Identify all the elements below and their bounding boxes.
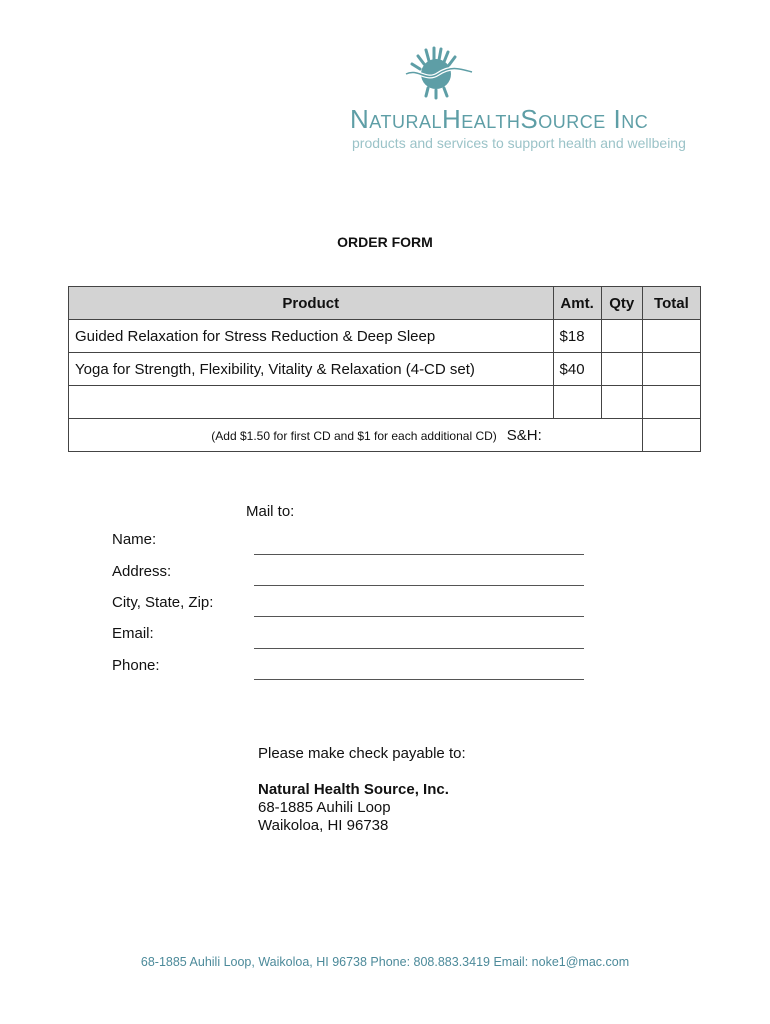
shipping-note: (Add $1.50 for first CD and $1 for each additional CD)	[211, 428, 497, 443]
table-row	[69, 386, 701, 419]
qty-cell[interactable]	[601, 320, 642, 353]
phone-field[interactable]	[254, 679, 584, 680]
total-cell[interactable]	[642, 353, 700, 386]
product-cell: Yoga for Strength, Flexibility, Vitality & Relaxation (4-CD set)	[69, 353, 554, 386]
address-label: Address:	[112, 563, 172, 580]
shipping-label: S&H:	[506, 426, 542, 444]
brand-tagline: products and services to support health and wellbeing	[352, 135, 686, 151]
phone-label: Phone:	[112, 657, 160, 674]
total-cell[interactable]	[642, 386, 700, 419]
product-cell[interactable]	[69, 386, 554, 419]
sun-wave-logo-icon	[404, 44, 474, 100]
order-table	[68, 286, 701, 452]
amt-cell: $40	[553, 353, 601, 386]
qty-cell[interactable]	[601, 386, 642, 419]
total-cell[interactable]	[642, 320, 700, 353]
payee-street: 68-1885 Auhili Loop	[258, 799, 391, 816]
amt-cell[interactable]	[553, 386, 601, 419]
table-row	[69, 353, 701, 386]
page-title: ORDER FORM	[337, 234, 433, 250]
city-state-zip-field[interactable]	[254, 616, 584, 617]
brand-name: NaturalHealthSource Inc	[350, 104, 649, 134]
mail-to-heading: Mail to:	[246, 503, 295, 520]
city-state-zip-label: City, State, Zip:	[112, 594, 214, 611]
email-field[interactable]	[254, 648, 584, 649]
header-qty: Qty	[601, 287, 642, 320]
payee-company: Natural Health Source, Inc.	[258, 781, 449, 798]
address-field[interactable]	[254, 585, 584, 586]
name-field[interactable]	[254, 554, 584, 555]
payment-block	[258, 745, 466, 835]
header-total: Total	[642, 287, 700, 320]
header-product: Product	[69, 287, 554, 320]
shipping-total-cell[interactable]	[642, 419, 700, 452]
email-label: Email:	[112, 625, 154, 642]
header-amt: Amt.	[553, 287, 601, 320]
product-cell: Guided Relaxation for Stress Reduction & Deep Sleep	[69, 320, 554, 353]
name-label: Name:	[112, 531, 157, 548]
amt-cell: $18	[553, 320, 601, 353]
qty-cell[interactable]	[601, 353, 642, 386]
table-row	[69, 320, 701, 353]
shipping-row	[69, 419, 701, 452]
footer-contact: 68-1885 Auhili Loop, Waikoloa, HI 96738 Phone: 808.883.3419 Email: noke1@mac.com	[140, 955, 630, 969]
payee-city: Waikoloa, HI 96738	[258, 817, 389, 834]
table-header-row	[69, 287, 701, 320]
shipping-cell	[69, 419, 643, 452]
payment-instruction: Please make check payable to:	[258, 745, 466, 762]
